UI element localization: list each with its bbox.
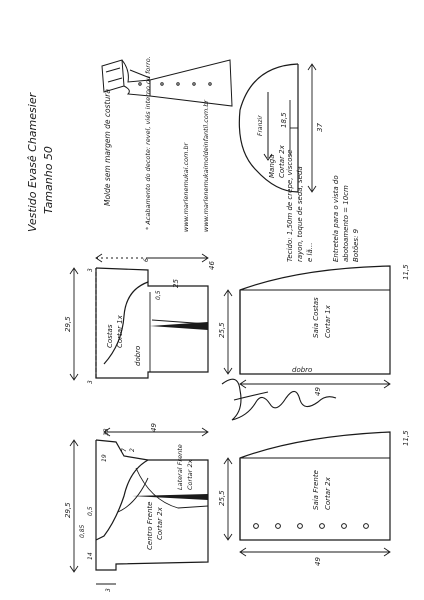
title-line1: Vestido Evasê Chamesier — [26, 92, 39, 232]
back-bodice-dim-05: 0,5 — [155, 290, 162, 300]
front-bodice-name2: Lateral Frente — [176, 444, 184, 490]
materials-line5: abotoamento = 10cm — [342, 185, 350, 262]
front-bodice-dim-49: 49 — [150, 423, 158, 432]
back-bodice-name: Costas — [106, 324, 114, 348]
back-bodice-dim-3a: 3 — [87, 268, 94, 272]
front-bodice-dim-19: 19 — [101, 454, 108, 462]
front-skirt-name: Saia Frente — [312, 470, 320, 510]
materials-line4: Entretela para o vista do — [332, 175, 340, 262]
back-bodice-dim-3b: 3 — [87, 380, 94, 384]
sleeve-name: Manga — [268, 154, 276, 178]
front-bodice-cut2: Cortar 2x — [186, 459, 194, 490]
note-no-seam: Molde sem margem de costura — [103, 89, 112, 206]
site-url-1: www.marlenemukai.com.br — [182, 142, 190, 232]
back-skirt-fold: dobro — [292, 366, 313, 374]
back-skirt-dim-hem: 49 — [314, 387, 322, 396]
dress-illustration — [102, 60, 232, 106]
front-bodice-dim-085: 0,85 — [79, 524, 86, 538]
front-bodice-dim-2: 2 — [129, 448, 136, 452]
note-finish: * Acabamento do decote: revel, viés interno ou forro. — [144, 56, 152, 230]
front-bodice-dim-7: 7 — [121, 448, 128, 452]
front-bodice-dim-3: 3 — [105, 588, 112, 592]
back-bodice-dim-width: 29,5 — [64, 316, 72, 332]
front-skirt-dim-115: 11,5 — [402, 430, 410, 446]
materials-line2: rayon, toque de seda, seda — [296, 166, 304, 262]
front-skirt-dim-len: 25,5 — [218, 490, 226, 506]
sleeve-dim-height: 18,5 — [280, 112, 288, 128]
back-bodice-cut: Cortar 1x — [116, 315, 124, 348]
front-bodice-dim-14: 14 — [87, 552, 94, 560]
site-url-2: www.marlenemukaimoldeinfantil.com.br — [202, 99, 210, 232]
front-bodice-dim-05: 0,5 — [87, 506, 94, 516]
materials-line1: Tecido: 1,50m de crepe, viscose — [286, 149, 294, 262]
title-line2: Tamanho 50 — [42, 146, 55, 214]
front-skirt-cut: Cortar 2x — [324, 477, 332, 510]
back-skirt-dim-len: 25,5 — [218, 322, 226, 338]
front-skirt-piece — [224, 432, 390, 556]
materials-line3: e lã... — [306, 242, 314, 262]
front-skirt-dim-hem: 49 — [314, 557, 322, 566]
materials-line6: Botões: 9 — [352, 228, 360, 262]
sleeve-cut: Cortar 2x — [278, 145, 286, 178]
back-skirt-cut: Cortar 1x — [324, 305, 332, 338]
sleeve-dim-width: 37 — [316, 123, 324, 132]
front-bodice-dim-13: 13 — [103, 428, 110, 436]
signature-scribble — [222, 379, 336, 420]
back-bodice-dim-46: 46 — [208, 261, 216, 270]
back-bodice-dim-6: 6 — [143, 258, 150, 262]
back-bodice-dim-len: 25 — [172, 279, 180, 288]
front-bodice-dim-width: 29,5 — [64, 502, 72, 518]
back-skirt-name: Saia Costas — [312, 297, 320, 338]
front-bodice-cut1: Cortar 2x — [156, 507, 164, 540]
back-bodice-fold: dobro — [134, 345, 142, 366]
front-bodice-name1: Centro Frente — [146, 501, 154, 550]
back-skirt-dim-115: 11,5 — [402, 264, 410, 280]
sleeve-gather-label: Franzir — [257, 115, 264, 136]
